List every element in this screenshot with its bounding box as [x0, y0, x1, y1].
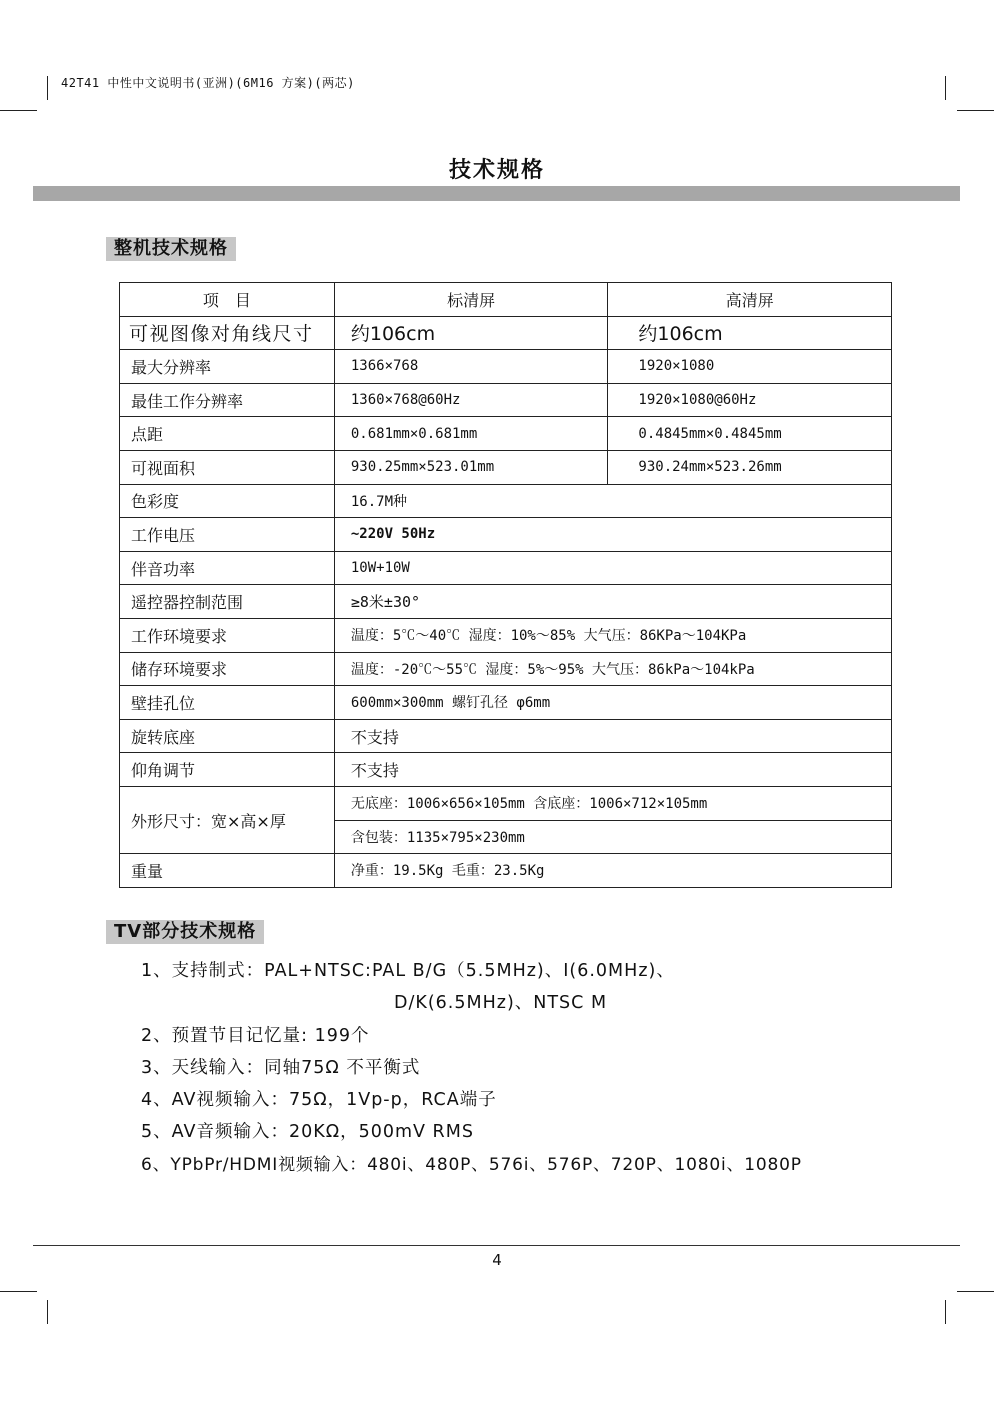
row-value: 不支持 — [334, 719, 891, 753]
table-header-row — [120, 283, 892, 317]
row-label: 储存环境要求 — [120, 652, 335, 686]
table-row — [120, 618, 892, 652]
table-row — [120, 585, 892, 619]
row-value: ≥8米±30° — [334, 585, 891, 619]
page-title: 技术规格 — [448, 158, 545, 183]
table-row — [120, 786, 892, 820]
sd-value: 1366×768 — [334, 350, 608, 384]
row-label: 工作环境要求 — [120, 618, 335, 652]
sd-value: 约106cm — [334, 316, 608, 350]
section-label-device-specs: 整机技术规格 — [106, 237, 236, 261]
hd-value: 约106cm — [608, 316, 892, 350]
row-label: 最大分辨率 — [120, 350, 335, 384]
tv-spec-item: 3、天线输入：同轴75Ω 不平衡式 — [141, 1058, 421, 1078]
tv-spec-item: D/K(6.5MHz)、NTSC M — [394, 993, 608, 1013]
hd-value: 0.4845mm×0.4845mm — [608, 417, 892, 451]
crop-mark — [0, 1291, 37, 1292]
page-number: 4 — [492, 1251, 502, 1269]
row-label: 旋转底座 — [120, 719, 335, 753]
table-row — [120, 652, 892, 686]
crop-mark — [47, 76, 48, 100]
row-value: 10W+10W — [334, 551, 891, 585]
hd-value: 930.24mm×523.26mm — [608, 450, 892, 484]
row-value: 温度：5℃～40℃ 湿度：10%～85% 大气压：86KPa～104KPa — [334, 618, 891, 652]
sd-value: 0.681mm×0.681mm — [334, 417, 608, 451]
row-label: 点距 — [120, 417, 335, 451]
crop-mark — [957, 110, 994, 111]
row-label: 重量 — [120, 854, 335, 888]
row-label: 最佳工作分辨率 — [120, 383, 335, 417]
row-label: 仰角调节 — [120, 753, 335, 787]
column-header-item: 项 目 — [120, 283, 335, 317]
table-row — [120, 484, 892, 518]
table-row — [120, 686, 892, 720]
row-value: 16.7M种 — [334, 484, 891, 518]
table-row — [120, 551, 892, 585]
column-header-sd: 标清屏 — [334, 283, 608, 317]
crop-mark — [47, 1300, 48, 1324]
row-label: 遥控器控制范围 — [120, 585, 335, 619]
column-header-hd: 高清屏 — [608, 283, 892, 317]
document-header: 42T41 中性中文说明书(亚洲)(6M16 方案)(两芯) — [61, 76, 355, 90]
row-value: 温度：-20℃～55℃ 湿度：5%～95% 大气压：86kPa～104kPa — [334, 652, 891, 686]
tv-spec-item: 4、AV视频输入：75Ω，1Vp-p，RCA端子 — [141, 1090, 497, 1110]
table-row — [120, 316, 892, 350]
row-value: 含包装：1135×795×230mm — [334, 820, 891, 854]
section-label-tv-specs: TV部分技术规格 — [106, 920, 264, 944]
tv-spec-item: 6、YPbPr/HDMI视频输入：480i、480P、576i、576P、720P、1080i、1080P — [141, 1155, 802, 1175]
crop-mark — [957, 1291, 994, 1292]
table-row — [120, 450, 892, 484]
row-label: 壁挂孔位 — [120, 686, 335, 720]
row-label: 外形尺寸：宽×高×厚 — [120, 786, 335, 853]
table-row — [120, 753, 892, 787]
table-row — [120, 719, 892, 753]
tv-spec-item: 5、AV音频输入：20KΩ，500mV RMS — [141, 1122, 474, 1142]
hd-value: 1920×1080 — [608, 350, 892, 384]
hd-value: 1920×1080@60Hz — [608, 383, 892, 417]
crop-mark — [945, 76, 946, 100]
sd-value: 1360×768@60Hz — [334, 383, 608, 417]
row-label: 可视图像对角线尺寸 — [120, 316, 335, 350]
table-row — [120, 518, 892, 552]
footer-divider — [33, 1245, 960, 1246]
row-label: 可视面积 — [120, 450, 335, 484]
row-value: 600mm×300mm 螺钉孔径 φ6mm — [334, 686, 891, 720]
table-row — [120, 854, 892, 888]
row-value: 净重：19.5Kg 毛重：23.5Kg — [334, 854, 891, 888]
table-row — [120, 417, 892, 451]
row-value: ~220V 50Hz — [334, 518, 891, 552]
title-divider-bar — [33, 186, 960, 201]
row-value: 不支持 — [334, 753, 891, 787]
sd-value: 930.25mm×523.01mm — [334, 450, 608, 484]
table-row — [120, 350, 892, 384]
table-row — [120, 383, 892, 417]
row-value: 无底座：1006×656×105mm 含底座：1006×712×105mm — [334, 786, 891, 820]
tv-spec-item: 1、支持制式：PAL+NTSC:PAL B/G（5.5MHz)、I(6.0MHz)、 — [141, 961, 675, 981]
row-label: 工作电压 — [120, 518, 335, 552]
row-label: 色彩度 — [120, 484, 335, 518]
tv-spec-item: 2、预置节目记忆量: 199个 — [141, 1026, 370, 1046]
row-label: 伴音功率 — [120, 551, 335, 585]
spec-table — [119, 282, 892, 888]
crop-mark — [0, 110, 37, 111]
crop-mark — [945, 1300, 946, 1324]
